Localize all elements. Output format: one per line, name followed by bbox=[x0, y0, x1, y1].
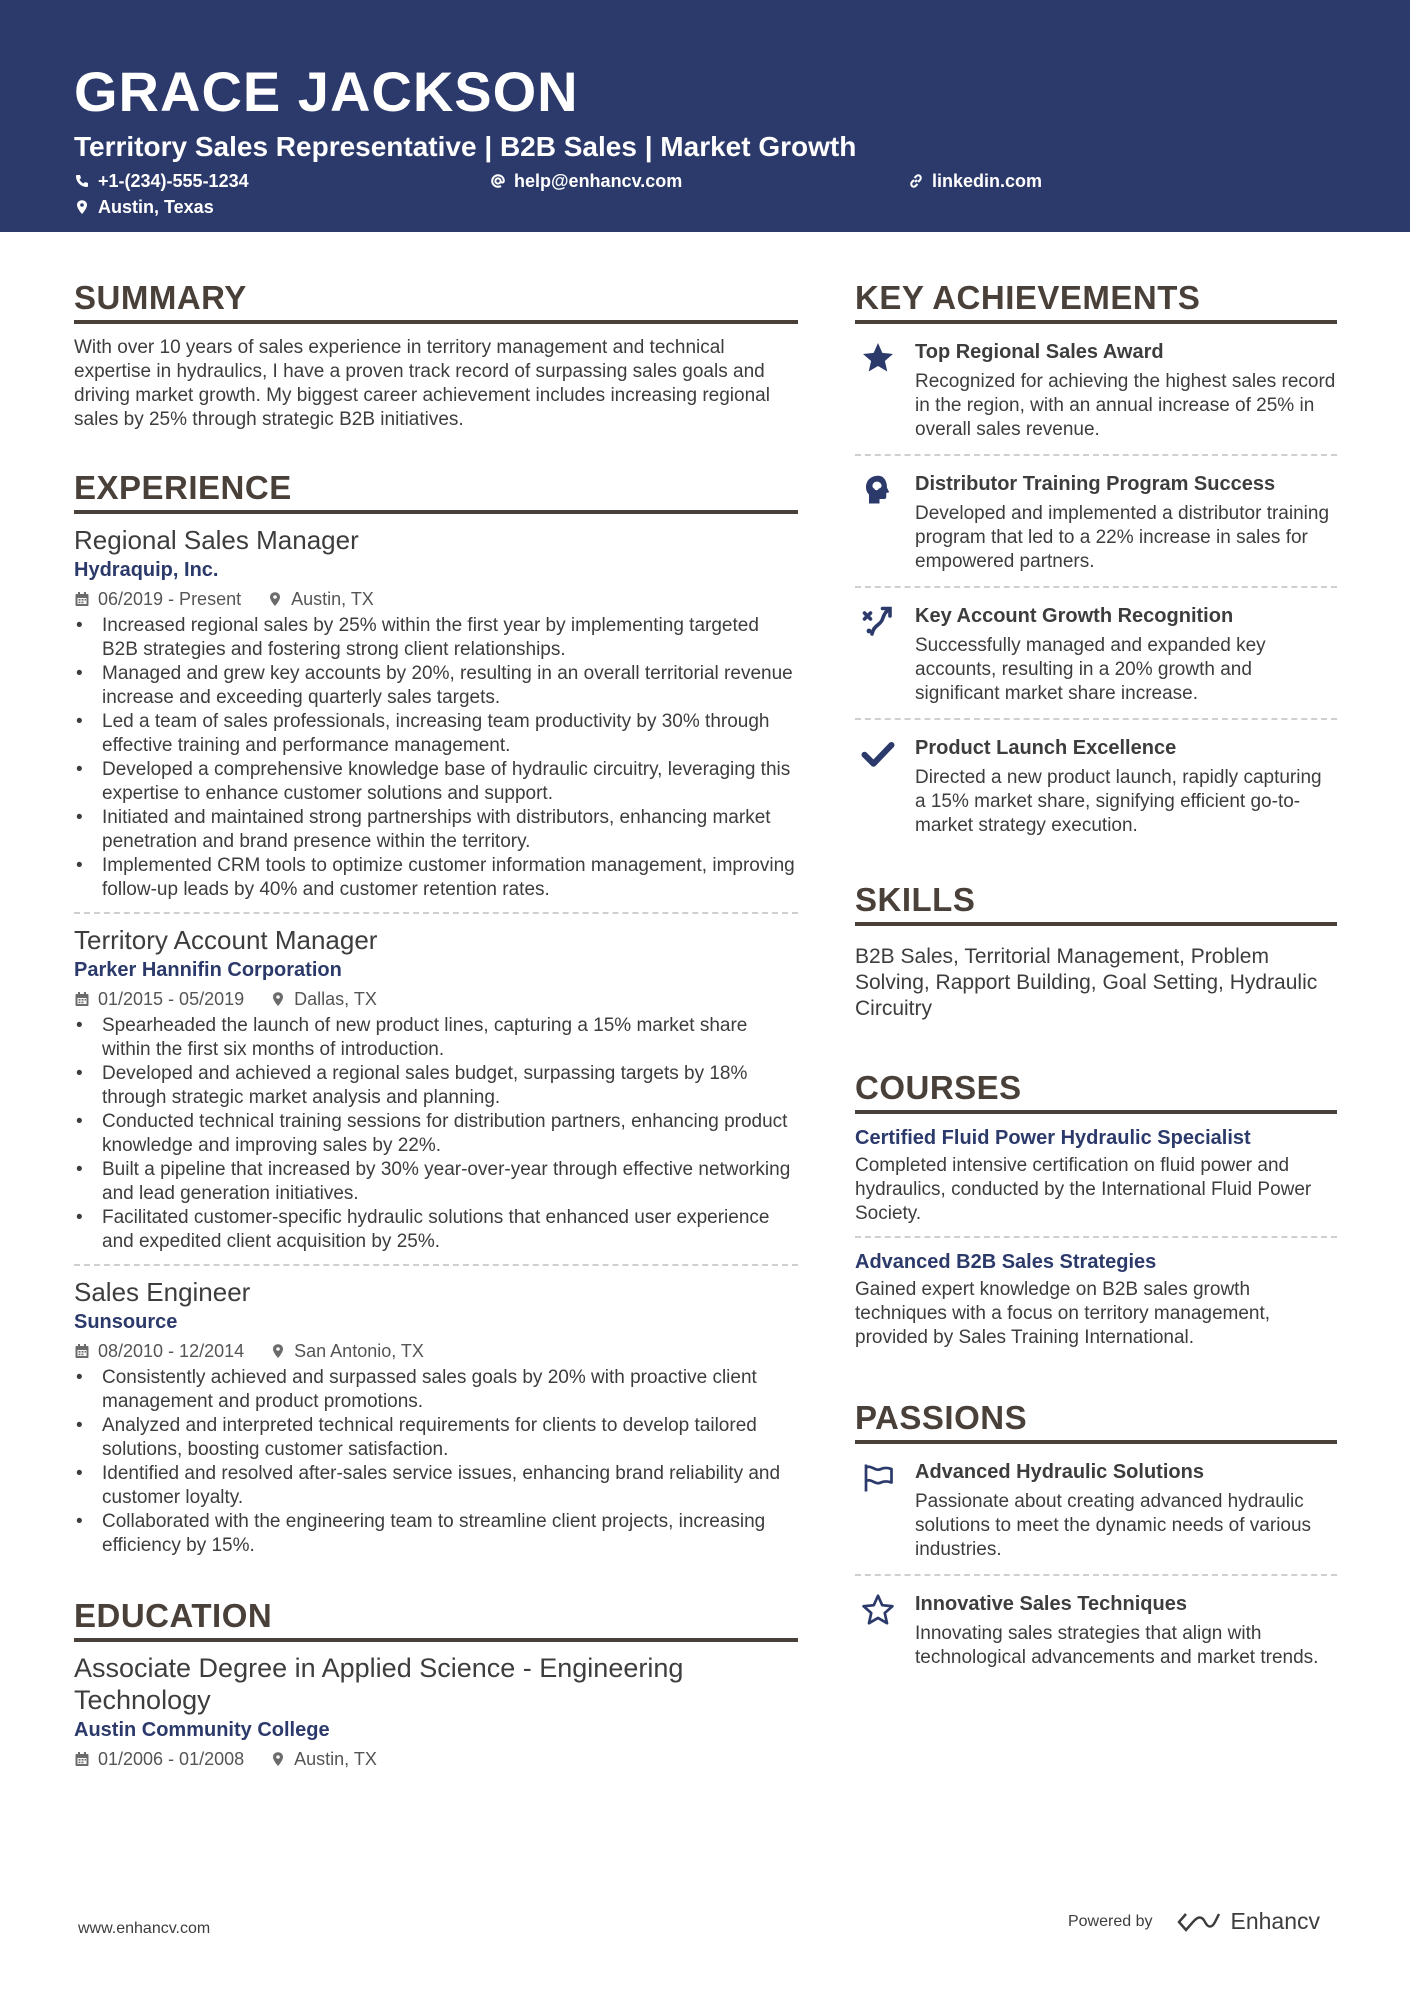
job-company: Hydraquip, Inc. bbox=[74, 559, 219, 581]
contact-location bbox=[74, 194, 214, 220]
passion-title: Advanced Hydraulic Solutions bbox=[915, 1461, 1204, 1483]
job-bullet: • Spearheaded the launch of new product lines, capturing a 15% market share within the first six months of introduction. bbox=[74, 1014, 798, 1062]
courses-section bbox=[855, 1068, 1337, 1360]
education-degree: Associate Degree in Applied Science - Engineering Technology bbox=[74, 1653, 684, 1715]
pin-icon bbox=[267, 591, 283, 607]
education-meta bbox=[74, 1746, 798, 1772]
course-desc: Completed intensive certification on fluid power and hydraulics, conducted by the International Fluid Power Society. bbox=[855, 1155, 1312, 1224]
job-bullet: • Developed and achieved a regional sales budget, surpassing targets by 18% through strategic market analysis and planning. bbox=[74, 1062, 798, 1110]
contact-info bbox=[74, 168, 1336, 224]
job-role: Regional Sales Manager bbox=[74, 525, 359, 555]
achievement-desc: Successfully managed and expanded key accounts, resulting in a 20% growth and significant market share increase. bbox=[915, 635, 1266, 704]
achievement-title: Key Account Growth Recognition bbox=[915, 605, 1234, 627]
job-bullet: • Collaborated with the engineering team to streamline client projects, increasing efficiency by 15%. bbox=[74, 1510, 798, 1558]
education-section bbox=[74, 1596, 798, 1772]
job-bullets bbox=[74, 1014, 798, 1254]
job-bullet: • Identified and resolved after-sales service issues, enhancing brand reliability and customer loyalty. bbox=[74, 1462, 798, 1510]
section-title-courses: COURSES bbox=[855, 1068, 1337, 1114]
course-desc: Gained expert knowledge on B2B sales growth techniques with a focus on territory management, provided by Sales Training International. bbox=[855, 1279, 1271, 1348]
star-outline-icon bbox=[855, 1590, 901, 1670]
brand-name: Enhancv bbox=[1230, 1908, 1320, 1934]
job-location-text: Dallas, TX bbox=[294, 989, 377, 1009]
pin-icon bbox=[74, 199, 90, 215]
education-dates-text: 01/2006 - 01/2008 bbox=[98, 1749, 245, 1769]
summary-section bbox=[74, 278, 798, 432]
passion-desc: Passionate about creating advanced hydraulic solutions to meet the dynamic needs of various industries. bbox=[915, 1491, 1312, 1560]
job-entry bbox=[74, 1264, 798, 1568]
job-dates-text: 08/2010 - 12/2014 bbox=[98, 1341, 245, 1361]
email-text: help@enhancv.com bbox=[514, 170, 683, 191]
footer-branding bbox=[1068, 1908, 1320, 1935]
star-icon bbox=[855, 338, 901, 442]
contact-linkedin[interactable] bbox=[908, 168, 1042, 194]
job-bullet: • Consistently achieved and surpassed sales goals by 20% with proactive client management and product promotions. bbox=[74, 1366, 798, 1414]
passions-section bbox=[855, 1398, 1337, 1682]
achievement-item bbox=[855, 454, 1337, 586]
course-item bbox=[855, 1236, 1337, 1360]
section-title-achievements: KEY ACHIEVEMENTS bbox=[855, 278, 1337, 324]
job-role: Territory Account Manager bbox=[74, 925, 378, 955]
powered-by-label: Powered by bbox=[1067, 1912, 1153, 1930]
achievement-item bbox=[855, 718, 1337, 850]
section-title-education: EDUCATION bbox=[74, 1596, 798, 1642]
job-bullets bbox=[74, 614, 798, 902]
section-title-skills: SKILLS bbox=[855, 880, 1337, 926]
achievement-desc: Developed and implemented a distributor training program that led to a 22% increase in sales for empowered partners. bbox=[915, 503, 1330, 572]
phone-icon bbox=[74, 173, 90, 189]
passion-item bbox=[855, 1574, 1337, 1682]
skills-section bbox=[855, 880, 1337, 1022]
achievement-item bbox=[855, 586, 1337, 718]
course-title: Advanced B2B Sales Strategies bbox=[855, 1251, 1157, 1273]
link-icon bbox=[908, 173, 924, 189]
job-bullet: • Managed and grew key accounts by 20%, resulting in an overall territorial revenue increase and exceeding quarterly sales targets. bbox=[74, 662, 798, 710]
job-meta bbox=[74, 586, 798, 612]
job-bullet: • Built a pipeline that increased by 30% year-over-year through effective networking and lead generation initiatives. bbox=[74, 1158, 798, 1206]
experience-section bbox=[74, 468, 798, 1568]
summary-text: With over 10 years of sales experience in territory management and technical expertise in hydraulics, I have a proven track record of surpassing sales goals and driving market growth. My biggest career achievement includes increasing regional sales by 25% through strategic B2B initiatives. bbox=[74, 337, 770, 430]
job-dates bbox=[74, 986, 244, 1012]
course-item bbox=[855, 1114, 1337, 1236]
job-bullet: • Conducted technical training sessions for distribution partners, enhancing product knowledge and improving sales by 22%. bbox=[74, 1110, 798, 1158]
job-location-text: San Antonio, TX bbox=[294, 1341, 424, 1361]
achievement-title: Distributor Training Program Success bbox=[915, 473, 1276, 495]
footer-website[interactable]: www.enhancv.com bbox=[78, 1920, 211, 1937]
linkedin-text: linkedin.com bbox=[932, 170, 1043, 191]
section-title-summary: SUMMARY bbox=[74, 278, 798, 324]
phone-text: +1-(234)-555-1234 bbox=[98, 170, 249, 191]
job-location bbox=[270, 1338, 424, 1364]
job-bullet: • Facilitated customer-specific hydraulic solutions that enhanced user experience and expedited client acquisition by 25%. bbox=[74, 1206, 798, 1254]
achievement-title: Top Regional Sales Award bbox=[915, 341, 1164, 363]
left-column bbox=[74, 278, 798, 1808]
achievement-title: Product Launch Excellence bbox=[915, 737, 1177, 759]
passion-item bbox=[855, 1444, 1337, 1574]
job-location-text: Austin, TX bbox=[291, 589, 374, 609]
job-bullet: • Initiated and maintained strong partnerships with distributors, enhancing market penetration and brand presence within the territory. bbox=[74, 806, 798, 854]
pin-icon bbox=[270, 1751, 286, 1767]
job-meta bbox=[74, 986, 798, 1012]
location-text: Austin, Texas bbox=[98, 196, 214, 217]
achievement-desc: Directed a new product launch, rapidly capturing a 15% market share, signifying efficient go-to-market strategy execution. bbox=[915, 767, 1322, 836]
job-dates-text: 06/2019 - Present bbox=[98, 589, 242, 609]
education-location bbox=[270, 1746, 377, 1772]
contact-phone[interactable] bbox=[74, 168, 249, 194]
contact-email[interactable] bbox=[490, 168, 682, 194]
calendar-icon bbox=[74, 591, 90, 607]
job-entry bbox=[74, 912, 798, 1264]
education-school: Austin Community College bbox=[74, 1719, 330, 1741]
job-bullet: • Led a team of sales professionals, increasing team productivity by 30% through effective training and performance management. bbox=[74, 710, 798, 758]
flag-icon bbox=[855, 1458, 901, 1562]
job-location bbox=[267, 586, 374, 612]
job-role: Sales Engineer bbox=[74, 1277, 251, 1307]
job-dates bbox=[74, 586, 241, 612]
passion-desc: Innovating sales strategies that align with technological advancements and market trends. bbox=[915, 1623, 1319, 1668]
achievements-section bbox=[855, 278, 1337, 850]
job-bullet: • Implemented CRM tools to optimize customer information management, improving follow-up leads by 40% and customer retention rates. bbox=[74, 854, 798, 902]
strategy-icon bbox=[855, 602, 901, 706]
calendar-icon bbox=[74, 1751, 90, 1767]
right-column bbox=[855, 278, 1337, 1718]
brand-logo[interactable] bbox=[1176, 1908, 1320, 1935]
enhancv-logo-icon bbox=[1176, 1910, 1222, 1934]
job-meta bbox=[74, 1338, 798, 1364]
job-company: Parker Hannifin Corporation bbox=[74, 959, 342, 981]
head-brain-icon bbox=[855, 470, 901, 574]
pin-icon bbox=[270, 991, 286, 1007]
calendar-icon bbox=[74, 991, 90, 1007]
resume-header bbox=[0, 0, 1410, 232]
pin-icon bbox=[270, 1343, 286, 1359]
candidate-name: GRACE JACKSON bbox=[74, 60, 579, 123]
education-location-text: Austin, TX bbox=[294, 1749, 377, 1769]
check-icon bbox=[855, 734, 901, 838]
education-dates bbox=[74, 1746, 244, 1772]
section-title-passions: PASSIONS bbox=[855, 1398, 1337, 1444]
passion-title: Innovative Sales Techniques bbox=[915, 1593, 1187, 1615]
job-bullet: • Increased regional sales by 25% within the first year by implementing targeted B2B strategies and fostering strong client relationships. bbox=[74, 614, 798, 662]
job-company: Sunsource bbox=[74, 1311, 178, 1333]
course-title: Certified Fluid Power Hydraulic Specialist bbox=[855, 1127, 1251, 1149]
skills-list: B2B Sales, Territorial Management, Problem Solving, Rapport Building, Goal Setting, Hydraulic Circuitry bbox=[855, 945, 1318, 1020]
job-bullet: • Analyzed and interpreted technical requirements for clients to develop tailored solutions, boosting customer satisfaction. bbox=[74, 1414, 798, 1462]
job-location bbox=[270, 986, 377, 1012]
section-title-experience: EXPERIENCE bbox=[74, 468, 798, 514]
job-dates-text: 01/2015 - 05/2019 bbox=[98, 989, 245, 1009]
calendar-icon bbox=[74, 1343, 90, 1359]
job-entry bbox=[74, 524, 798, 912]
achievement-desc: Recognized for achieving the highest sales record in the region, with an annual increase of 25% in overall sales revenue. bbox=[915, 371, 1336, 440]
job-bullet: • Developed a comprehensive knowledge base of hydraulic circuitry, leveraging this expertise to enhance customer solutions and support. bbox=[74, 758, 798, 806]
candidate-headline: Territory Sales Representative | B2B Sales | Market Growth bbox=[74, 131, 857, 162]
at-icon bbox=[490, 173, 506, 189]
achievement-item bbox=[855, 324, 1337, 454]
job-dates bbox=[74, 1338, 244, 1364]
job-bullets bbox=[74, 1366, 798, 1558]
